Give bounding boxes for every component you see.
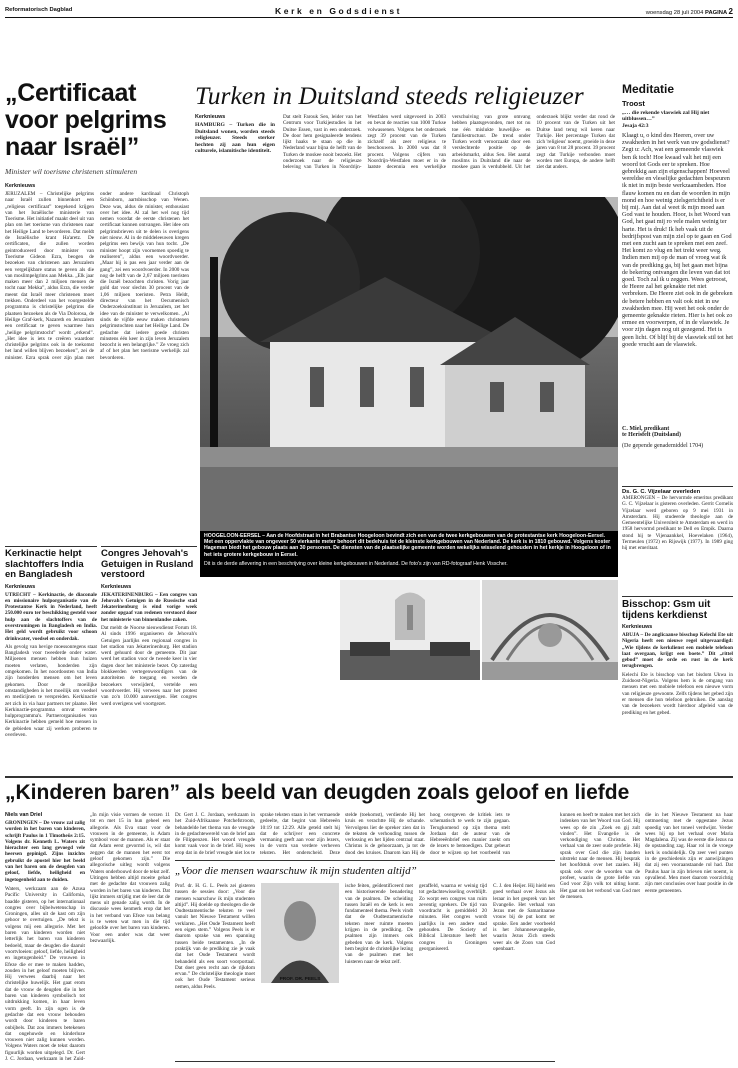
- peels-photo-label: PROF. DR. PEELS: [279, 977, 321, 982]
- jehovah-article: [101, 546, 197, 768]
- interior-illustration-1: [340, 580, 480, 680]
- caption-series: Dit is de derde aflevering in een beschrijving over kleine kerkgebouwen in Nederland. De foto's zijn van RD-fotograaf Henk Visscher.: [204, 560, 508, 567]
- bisschop-body: Kelechi Ete is bisschop van het bisdom Ukwa in Zuidoost-Nigeria. Volgens hem is de omgang van mensen met een mobiele telefoon een nieuwe vorm van religieuze gewoonte. Zelfs tijdens het gebed zijn er mensen die hun telefoon gebruiken. De aanslag van de bezoekers wordt hierdoor afgeleid van de prediking en het gebed.: [622, 671, 733, 716]
- meditatie-column: [622, 82, 733, 422]
- interior-photo-2: [482, 580, 618, 680]
- obit-article: [622, 486, 733, 592]
- kerkinactie-intro: UTRECHT – Kerkinactie, de diaconale en missionaire hulporganisatie van de Protestantse Kerk in Nederland, heeft 250.000 euro ter beschikking gesteld voor hulp aan de slachtoffers van de overstromingen in Bangladesh en India. Het geld wordt gebruikt voor schoon drinkwater, voedsel en onderdak.: [5, 591, 97, 642]
- meditatie-verse: „… die rekende vlaswiek zal Hij niet uitblussen…”: [622, 110, 710, 123]
- quote-heading: „Voor die mensen waarschuw ik mijn studenten altijd”: [175, 865, 417, 877]
- lead-headline: „Certificaat voor pelgrims naar Israël”: [5, 80, 167, 161]
- turken-headline: Turken in Duitsland steeds religieuzer: [195, 82, 584, 110]
- turken-body: Dat stelt Farouk Sen, leider van het Centrum voor Turkijestudies in het Duitse Essen, vast in een onderzoek. De door hem gesignaleerde tendens lijkt haaks te staan op die in Nederland waar bijna de helft van de Turken de moskee nooit bezoekt. Het onderzoek naar de religieuze beleving van Turken in Noordrijn-Westfalen werd uitgevoerd in 2003 en bevat de reacties van 1000 Turkse volwassenen. Volgens het onderzoek zegt 39 procent van de Turken zichzelf als zeer religieus te beschouwen. In 2000 was dat 8 procent. Volgens cijfers van Noordrijn-Westfalen moet er in de laatste decennia een werkelijke verschuiving van grote omvang hebben plaatsgevonden, met tot nu toe één mislukte huwelijks- en familiestructuur. De trend onder Turken wordt veroorzaakt door een verslechterde positie op de arbeidsmarkt, aldus Sen. Het aantal moslims in Duitsland die naar de moskee gaan is verdubbeld. Uit het onderzoek blijkt verder dat rond de 10 procent van de Turken uit het Duitse land terug wil keren naar Turkije. Het percentage Turken dat zich 'religieus' noemt, groeide in deze jaren van 8 tot 28 procent. 39 procent zegt dat Turkije verbonden moet worden met Europa, de andere helft ziet dat anders.: [283, 114, 615, 171]
- bottom-col-6: hoog overgeven de kritiek iets te schematisch te werk te zijn gegaan. Terugkomend op zijn thema stelt Jordaan dat de auteur van de Hebreeënbrief een manier zoekt om de lezers te bemoedigen. Dat gebeurt door te wijzen op het voorbeeld van: [430, 812, 510, 856]
- meditatie-ref: Jesaja 42:3: [622, 122, 649, 129]
- turken-kicker: Kerknieuws: [195, 114, 226, 120]
- church-illustration: [200, 197, 618, 531]
- bottom-col-2: „In mijn visie vormen de verzen 11 tot en met 15 in hun geheel een allegorie. Als Eva staat voor de vrouwen in de gemeente, is Adam symbool voor de mannen. Als er staat dat Adam eerst gevormd is, wil dat zeggen dat de mannen het eerst tot geloof gekomen zijn.” Die allegorische uitleg wordt volgens Waters onderbouwd door de tekst zelf. Uitingen hebben altijd moeite gehad met de gedachte dat vrouwen zalig worden in het baren van kinderen. Dat lijkt immers strijdig met de leer dat de mens uit genade zalig wordt. In de discussie wees kenmerk erop dat het in het verband van Efeze van belang is te weten wat men in die tijd geloofde over het baren van kinderen. Voor een ander was dat weer bezwaarlijk.: [90, 812, 170, 944]
- meditatie-body: Klaagt u, o kind des Heeren, over uw zwakheden in het werk van uw godsdienst? Zegt u: Ach, wat een gemeende vlaswiek ben ik toch! Hoe kwaad valt het mij een woord tot Gods eer te spreken. Hoe gebrekkig aan zijn eigenschappen! Hoeveel wereldse en vleselijke gedachten bespeuren ik niet in mijn beste werkzaamheden. Hoe flauw komen nu en dan de woorden in mijn mond en hoe weinig zielsgerichtheid is er bij mij. Aan dat al weet ik mijn moed aan God vast te houden. Hoor, is het Woord van God, het gaat mij ro vele malen weinig ter harte. Het is druk! Ik heb vaak uit de bedrijfspost van mijn ziel op te gaan en God met een zucht aan te spreken met een zeef. Het komt zo vlug en het trekt weer weg. Indien men mij op de man of vroeg wat ik van de prediking ga, bij het gaan met bijna de bekering ontvangen die leven van dat tot goed. Toch zal ik u zeggen. Wees getroost, de Heere zal het geknakte riet niet verbreken. De Heere ziet ook in de gebreken de betere hebben en valt ook niet in uw zwakheden mee. Hij weet het ook onder de gemeente geknakte rieten. Hier is het ook zo ermee en voorwerpen, of in de vlaswiek. Je voor zijn dagen nog uit gezegend. Het is geen licht. Of blijf bij de vlaswiek stil tot het goede vrucht aan de vlaswiek.: [622, 131, 733, 348]
- lead-kicker: Kerknieuws: [5, 183, 36, 189]
- church-photo: [200, 197, 618, 531]
- peels-photo: [261, 883, 339, 983]
- bottom-intro: GRONINGEN – De vrouw zal zalig worden in het baren van kinderen, schrijft Paulus in 1 Timotheüs 2:15. Volgens dr. Kenneth L. Waters zit hierachter een lang gevoegd vele heersen gepinigd. Zijns inzichts gebruikt de apostel hier het beeld van het baren om de deugden van geloof, liefde, heiligheid en ingetogenheid aan te duiden.: [5, 820, 85, 883]
- date-text: woensdag 28 juli 2004: [645, 10, 704, 16]
- bisschop-kicker: Kerknieuws: [622, 624, 653, 630]
- bottom-body: Waters, werkzaam aan de Azusa Pacific University in California, baadde gisteren, op het internationaal congres over bijbelwetenschap in Groningen, alles uit de kast om zijn gehoor te overtuigen. „De tekst is volgens mij een allegorie. Met het baren van kinderen worden niet letterlijk het baren van kinderen bedoeld, maar de deugden die daaruit voortvloeien: geloof, liefde, heiligheid en ingetogenheid.” De vrouwen in Efeze die er mee te maken hadden, zouden in het geloof moeten blijven. Hij verwees daarbij naar het christelijke huwelijk. Het gaat erom dat de vrouw de deugden die in het baren van kinderen symbolisch tot uitdrukking komen, in haar leven vorm geeft. In zijn ogen is de gedachte dat een vrouw behouden wordt door kinderen te baren onbijbels. Dat zou immers betekenen dat ongehuwde en kinderloze vrouwen niet zalig kunnen worden. Volgens Waters moet de tekst daarom figuurlijk worden uitgelegd. Dr. Gert J. C. Jordaan, werkzaam in het Zuid-: [5, 885, 85, 1062]
- turken-intro: HAMBURG – Turken die in Duitsland wonen, worden steeds religieuzer. Steeds sterker hechten zij aan hun eigen culturele, islamitische identiteit.: [195, 122, 275, 155]
- page-word: PAGINA: [705, 10, 727, 16]
- meditatie-title: Meditatie: [622, 82, 675, 96]
- page-number: 2: [728, 7, 733, 16]
- sig-place: te Herisfelt (Duitsland): [622, 432, 681, 439]
- bottom-col-1: [5, 812, 85, 1062]
- sig-source: (De gepende genademiddel 1704): [622, 442, 704, 449]
- turken-left-col: [195, 114, 275, 155]
- bisschop-intro: ABUJA – De anglicaanse bisschop Kelechi Ete uit Nigeria heeft een nieuwe regel uitgevaardigd: „Wie tijdens de kerkdienst een mobiele telefoon laat overgaan, krijgt een boete.” Dit „rittel gebod” moet de orde en rust in de kerk terugbrengen.: [622, 632, 733, 670]
- interior-photo-1: [340, 580, 480, 680]
- quote-col-4: C. J. den Heijer. Hij hield een goed verhaal over Jezus als leraar in het gesprek van het Evangelie. Het verhaal van Jezus met de Samaritaanse vrouw bij de put komt ter sprake. Een ander voorbeeld is het Johannesevangelie, waarin Jezus Zich steeds weer als de Zoon van God openbaart.: [493, 883, 555, 952]
- photo-caption: [200, 531, 618, 577]
- kerkinactie-body: Als gevolg van hevige moessonregens staat Bangladesh voor tweederde onder water. Miljoenen mensen hebben hun huizen moeten verlaten, honderden zijn omgekomen. In het noordoosten van India zijn honderden mensen om het leven gekomen. Door de moeilijke omstandigheden is het moeilijk om voedsel en medicijnen te verspreiden. Kerkinactie zet zich in via haar partners ter plaatse. Het Kerkinactie-programma omvat verdere hulpprogramma's. Partnerorganisaties van Kerkinactie hebben gemeld hoe mensen in de gebieden waar zij werken proberen te overleven.: [5, 643, 97, 739]
- masthead: [5, 4, 733, 18]
- bisschop-headline: Bisschop: Gsm uit tijdens kerkdienst: [622, 599, 711, 621]
- kerkinactie-kicker: Kerknieuws: [5, 583, 36, 590]
- bottom-col-4: sprake teksten staan in het vermaende gedeelte, dat begint van Hebreeën 10:19 tot 12:29. Alle geteld stelt hij dat de schrijver een concrete vermaning geeft aan voor zijn lezers, in de vorm van verdere verheven teksten. Het onderscheid. Deze: [260, 812, 340, 856]
- bottom-col-7: kunnen en heeft te maken met het zich indenken van het Woord van God. Hij wees op de zin „Zoek en gij zult vinden”. Het Evangelie is de verkondiging van Christus. Het verhaal van de zeer oude profetie. Hij sprak over God die zijn handen uitstrekt naar de mensen. Hij besprak het hoofdstuk over het zaaien. Hij sprak ook over de woorden van de profeet, waarin de grote liefde van God voor Zijn volk tot uiting komt. Het gaat om het verbond van God met de mensen.: [560, 812, 640, 900]
- interior-illustration-2: [482, 580, 618, 680]
- caption-main: HOOGELOON-EERSEL – Aan de Hoofdstraat in het Brabantse Hoogeloon bevindt zich een van de twee kerkgebouwen van de protestantse kerk Hoogeloon-Eersel. Met een oppervlakte van ongeveer 50 vierkante meter behoort dit bedehuis tot de kleinste kerkgebouwen van Nederland. De kerk is in 1810 gebouwd. Volgens koster Hageman biedt het gebouw plaats aan 30 personen. De diensten van de plaatselijke gemeente worden wekelijks wisselend gehouden in het kerkje in Hoogeloon of in het iets grotere kerkgebouw in Eersel.: [204, 533, 611, 558]
- quote-col-2: ische feiten, geïdentificeerd met een historiserende benadering van de psalmen. De scheiding tussen Israël en de kerk is een fundamenteel thema. Peels vindt dat de Oudtestamentische teksten meer ruimte moeten krijgen in de prediking. De psalmen zijn immers ook gebeden van de kerk. Volgens hem begint de christelijke lezing van de psalmen met het luisteren naar de tekst zelf.: [345, 883, 413, 965]
- page-date: [646, 7, 733, 16]
- meditatie-subtitle: Troost: [622, 99, 645, 108]
- bisschop-article: [622, 596, 733, 776]
- kerkinactie-article: [5, 546, 97, 768]
- kerkinactie-headline: Kerkinactie helpt slachtoffers India en Bangladesh: [5, 548, 84, 580]
- lead-article: [5, 80, 189, 540]
- quote-box: [175, 860, 555, 1062]
- jehovah-intro: JEKATERINENBURG – Een congres van Jehovah's Getuigen in de Russische stad Jekaterinenburg is eind vorige week zonder opgaaf van redenen verstoord door het ministerie van binnenlandse zaken.: [101, 591, 197, 623]
- obit-body: AMERONGEN – De hervormde emeritus predikant G. C. Vijzelaar is gisteren overleden. Gerrit Cornelis Vijzelaar werd geboren op 9 mei 1931 in Amsterdam. Hij studeerde theologie aan de Gemeentelijke Universiteit te Amsterdam en werd in 1958 hervormd predikant te Dell en Empik. Daarna stond hij te Vijenaankkel, Hoevelaken (1964), Termeulen (1972) en Rijswijk (1977). In 1989 ging hij met emeritaat.: [622, 495, 733, 552]
- jehovah-body: Dat meldt de Noorse nieuwsdienst Forum 18. Al sinds 1996 organiseren de Jehovah's Getuigen jaarlijks een regionaal congres in het stadion van Jekaterinenburg. Het stadion werd gehuurd door de gemeente. Dit jaar werd het stadion voor de tweede keer in vier dagen door het ministerie bezet. Op zaterdag blokkeerden vertegenwoordigers van de autoriteiten de toegang en werden de bezoekers verwijderd, vertelde een woordvoerder. Hij verwees naar het protest van zo'n 10.000 aanwezigen. Het congres werd overigens wel voortgezet.: [101, 624, 197, 707]
- quote-col-3: geraffeld, waarna er weinig tijd tot gedachtewisseling overblijft. Zo worpt een congres van ruim zeventig sprekers. De tijd van voordracht is gemiddeld 20 minuten. Het congres wordt jaarlijks in een andere stad gehouden. De Society of Biblical Literature heeft het congres in Groningen georganiseerd.: [419, 883, 487, 952]
- bottom-col-8: die in het Nieuwe Testament na haar ontmoeting met de opgestane Jezus spoedig van het toneel verdwijnt. Verder wees hij op het verhaal over Maria Magdalena. Zij was de eerste die Jezus na de opstanding zag. Haar rol in de vroege kerk is onduidelijk. Op zeer veel punten in de geschiedenis zijn er aanwijzingen dat zij een vooraanstaande rol had. Dat Paulus haar in zijn brieven niet noemt, is opvallend. Men moet daarom voorzichtig zijn met conclusies over haar positie in de eerste gemeenten.: [645, 812, 733, 894]
- bottom-headline: „Kinderen baren” als beeld van deugden zoals geloof en liefde: [5, 781, 630, 804]
- jehovah-headline: Congres Jehovah's Getuigen in Rusland verstoord: [101, 548, 194, 580]
- portrait-illustration: [261, 883, 339, 983]
- bottom-col-5: stelde (toekomst), verdiende Hij het kruis en verachtte Hij de schande. Vervolgens liet de spreker zien dat in de teksten de verhouding tussen de verlossing en het lijden centraal staat. Christus is de gehoorzaam, ja tot de dood des kruises. Daarom kan Hij de: [345, 812, 425, 856]
- bottom-byline: Niels van Driel: [5, 812, 43, 818]
- bottom-col-3: Dr. Gert J. C. Jordaan, werkzaam in het Zuid-Afrikaanse Potchefstroom, behandelde het thema van de vreugde in de gedachtewereld van de brief aan de Filippenzen. Het woord vreugde komt vaak voor in de brief. Hij wees erop dat in de brief vreugde niet los te: [175, 812, 255, 856]
- paper-name: Reformatorisch Dagblad: [5, 7, 73, 13]
- meditatie-signature: [622, 426, 733, 482]
- obit-headline: Ds. G. C. Vijzelaar overleden: [622, 489, 701, 495]
- lead-body: JERUZALEM – Christelijke pelgrims naar Israël zullen binnenkort een „religieus certificaat” toegekend krijgen van het Israëlische ministerie van Toerisme. Het initiatief maakt deel uit van plan om het toerisme van christenen naar het Heilige Land te bevorderen. Dat meldt de Israëlische krant Ha'aretz. De certificaten, die zullen worden geintroduceerd door minister van Toerisme Gideon Ezra, beogen de bezoeken van christenen aan Jeruzalem een vergelijkbare status te geven als die van moslimpelgrims aan Mekka. „Elk jaar maken meer dan 2 miljoen mensen de tocht naar Mekka”, aldus Ezra, die verder meent dat Israël meer christenen moet trekken. Onderdeel van het voorgestelde programma is christelijke pelgrims die plaatsen bezoeken als de Via Dolorosa, de Heilige Graf-kerk, Nazareth en Jeruzalem een certificaat te geven waarmee hun „heilige pelgrimstocht” wordt „erkend”. „Het idee is iets te creëren waardoor christelijke pelgrims ook in de toekomst het land willen blijven bezoeken”, zei de minister. Ezra sprak over zijn plan met onder andere kardinaal Christoph Schönborn, aartsbisschop van Wenen. Deze was, aldus de minister, enthousiast over het idee. Al zal het wel nog tijd nemen voordat de eerste christenen het certificaat kunnen ontvangen. Het idee om pelgrimsbrieven uit te delen is overigens niet nieuw. Al in de middeleeuwen kregen pelgrims een bewijs van hun tocht. „De minister hoopt zijn voornemen spoedig te realiseren”, aldus een woordvoerder. „Maar hij is pas een jaar verder aan de gang”, zei een woordvoerder. In 2000 was nog de helft van de 2,67 miljoen toeristen die Israël bezochten christen. Vorig jaar gold dat voor slechts 30 procent van de 1,06 miljoen toeristen. Petra Heldt, directeur van het Oecumenisch Onderzoeksinstituut in Jeruzalem, zet het idee van de minister te verwelkomen. „Al sinds de vijfde eeuw maken christenen pelgrimstochten naar het Heilige Land. De gedachte dat iedere goede christen minstens één keer in zijn leven Jeruzalem bezocht is een belangrijke.” Ze vroeg zich af of het plan het toerisme werkelijk zal bevorderen.: [5, 191, 189, 361]
- lead-subhead: Minister wil toerisme christenen stimuleren: [5, 167, 138, 176]
- quote-body: Prof. dr. H. G. L. Peels zei gisteren tussen de sessies door: „Voor die mensen waarschuw ik mijn studenten altijd”. Hij doelde op theologen die de Oudtestamentische teksten te veel vanuit het Nieuwe Testament willen verklaren. „Het Oude Testament heeft een eigen stem.” Volgens Peels is er daarom sprake van een spanning tussen beide testamenten. „In de praktijk van de prediking zie je vaak dat het Oude Testament wordt behandeld als een soort voorportaal. Dat doet geen recht aan de rijkdom ervan.” De christelijke theologie moet ook het Oude Testament serieus nemen, aldus Peels.: [175, 883, 255, 990]
- jehovah-kicker: Kerknieuws: [101, 583, 132, 590]
- section-divider: [5, 776, 733, 778]
- sig-name: C. Miel, predikant: [622, 426, 670, 432]
- section-title: Kerk en Godsdienst: [275, 6, 403, 16]
